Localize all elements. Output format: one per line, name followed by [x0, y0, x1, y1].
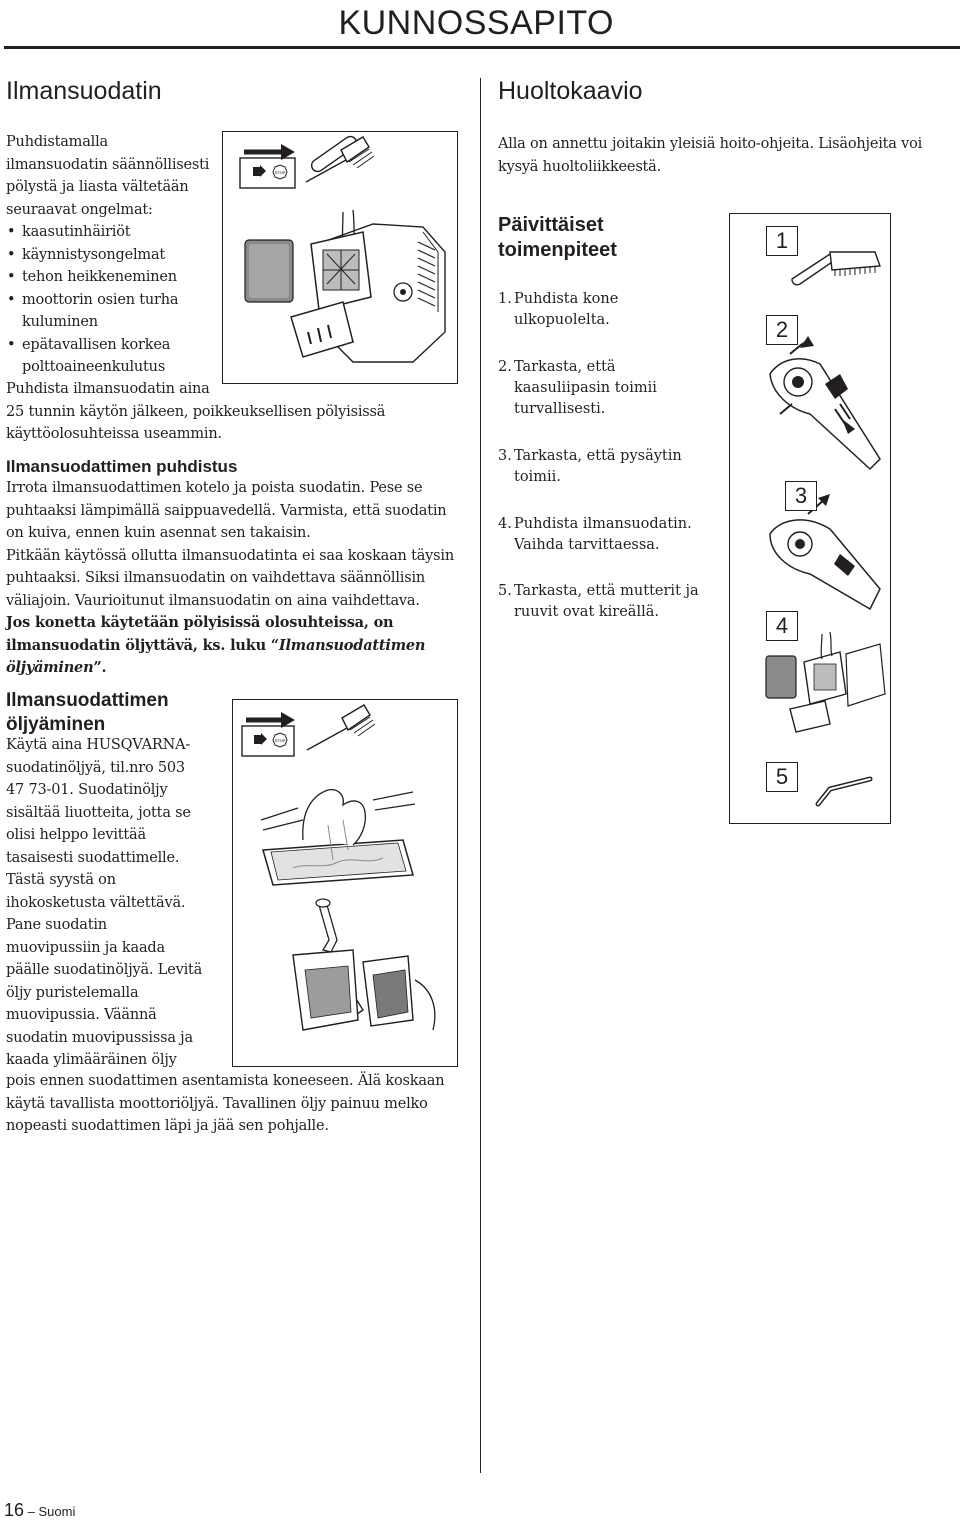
text-line: Pitkään käytössä ollutta ilmansuodatinta ei saa koskaan täysin [6, 547, 454, 564]
text-line: olisi helppo levittää [6, 827, 146, 843]
text-line: seuraavat ongelmat: [6, 201, 153, 218]
air-filter-illustration [223, 132, 457, 383]
oljyaminen-text-wide [6, 1070, 476, 1138]
svg-text:STOP: STOP [274, 170, 286, 175]
list-item: • kaasutinhäiriöt [6, 221, 221, 244]
throttle-trigger-icon [770, 336, 880, 469]
text-line: 25 tunnin käytön jälkeen, poikkeuksellisen pölyisissä [6, 403, 386, 420]
ilmansuodatin-intro [6, 131, 221, 379]
text-line: ulkopuolelta. [514, 312, 610, 328]
panel-label-3: 3 [785, 481, 817, 511]
panel-label-1: 1 [766, 226, 798, 256]
text-line: pölystä ja liasta vältetään [6, 179, 189, 195]
section-heading-oljyaminen [6, 689, 169, 737]
text-line: käytä tavallista moottoriöljyä. Tavallinen öljy painuu melko [6, 1095, 428, 1112]
text-line: turvallisesti. [514, 401, 606, 417]
plastic-bag [293, 950, 435, 1030]
air-filter-icon [766, 632, 885, 732]
text-line: tasaisesti suodattimelle. [6, 849, 180, 866]
text-line: ruuvit ovat kireällä. [514, 604, 659, 620]
panel-label-2: 2 [766, 315, 798, 345]
stop-switch-icon [770, 494, 880, 609]
text-line: suodatin muovipussissa ja [6, 1029, 193, 1046]
list-item: • moottorin osien turha kuluminen [6, 289, 221, 334]
text-line: päälle suodatinöljyä. Levitä [6, 962, 203, 978]
maintenance-illustration [730, 214, 890, 823]
text-line: Tästä syystä on [6, 872, 116, 888]
maintenance-step-5 [498, 581, 708, 623]
brush-icon [792, 252, 880, 285]
text-line: Puhdista ilmansuodatin aina [6, 381, 210, 397]
problem-list [6, 221, 221, 379]
text-line: Pane suodatin [6, 917, 107, 933]
text-line: 5. Tarkasta, että mutterit ja [498, 583, 699, 599]
text-line: 4. Puhdista ilmansuodatin. [498, 516, 692, 532]
maintenance-step-3 [498, 446, 708, 488]
panel-label-5: 5 [766, 762, 798, 792]
text-line: ilmansuodatin öljyttävä, ks. luku “Ilmansuodattimen [6, 636, 426, 654]
footer-language: Suomi [38, 1504, 76, 1519]
maintenance-step-1 [498, 289, 708, 331]
text-line: Käytä aina HUSQVARNA- [6, 737, 191, 753]
text-line: käyttöolosuhteissa useammin. [6, 426, 222, 442]
filter-oiling-illustration [233, 700, 457, 1066]
text-line: 2. Tarkasta, että [498, 359, 616, 375]
text-line: öljy puristelemalla [6, 984, 139, 1001]
list-item: • epätavallisen korkea polttoaineenkulutus [6, 334, 221, 379]
section-heading-puhdistus: Ilmansuodattimen puhdistus [6, 457, 238, 476]
stop-icon [240, 144, 295, 188]
warning-text [6, 612, 476, 680]
text-line: sisältää liuotteita, jotta se [6, 804, 191, 821]
panel-label-4: 4 [766, 611, 798, 641]
brush-icon [306, 134, 374, 182]
page-header-title: KUNNOSSAPITO [338, 4, 614, 42]
text-line: 3. Tarkasta, että pysäytin [498, 448, 682, 464]
list-item: • käynnistysongelmat [6, 244, 221, 267]
text-line: 1. Puhdista kone [498, 291, 619, 307]
section-heading-paivittaiset [498, 213, 617, 263]
huoltokaavio-intro [498, 133, 958, 178]
page-footer [4, 1500, 75, 1521]
ilmansuodatin-after [6, 378, 466, 446]
text-line: Alla on annettu joitakin yleisiä hoito-ohjeita. Lisäohjeita voi [498, 136, 923, 152]
text-line: kysyä huoltoliikkeestä. [498, 158, 662, 175]
air-filter-figure [222, 131, 458, 384]
filter-element [245, 240, 293, 302]
text-line: pois ennen suodattimen asentamista koneeseen. Älä koskaan [6, 1073, 445, 1089]
text-line: muovipussiin ja kaada [6, 939, 165, 956]
header-rule [4, 46, 960, 49]
text-line: 47 73-01. Suodatinöljy [6, 782, 168, 798]
text-line: puhtaaksi lämpimällä saippuavedellä. Varmista, että suodatin [6, 502, 447, 519]
stop-icon [242, 712, 295, 756]
text-line: toimii. [514, 469, 561, 485]
svg-text:STOP: STOP [274, 738, 286, 743]
hex-key-icon [818, 779, 870, 804]
section-heading-huoltokaavio: Huoltokaavio [498, 77, 643, 105]
text-line: Irrota ilmansuodattimen kotelo ja poista suodatin. Pese se [6, 480, 423, 496]
maintenance-figure [729, 213, 891, 824]
text-line: puhtaaksi. Siksi ilmansuodatin on vaihdettava säännöllisin [6, 570, 426, 586]
text-line: kaasuliipasin toimii [514, 380, 657, 396]
column-divider [480, 78, 481, 1473]
text-line: suodatinöljyä, til.nro 503 [6, 759, 185, 776]
puhdistus-text [6, 477, 476, 680]
heading-line: toimenpiteet [498, 239, 617, 261]
text-line: öljyäminen”. [6, 659, 107, 676]
text-line: muovipussia. Väännä [6, 1007, 157, 1023]
text-line: väliajoin. Vaurioitunut ilmansuodatin on aina vaihdettava. [6, 592, 420, 609]
section-heading-ilmansuodatin: Ilmansuodatin [6, 77, 162, 105]
text-line: Vaihda tarvittaessa. [514, 537, 660, 553]
maintenance-step-2 [498, 357, 708, 420]
maintenance-step-4 [498, 514, 708, 556]
text-line: ilmansuodatin säännöllisesti [6, 156, 210, 173]
text-line: Jos konetta käytetään pölyisissä olosuhteissa, on [6, 614, 394, 631]
text-line: kaada ylimääräinen öljy [6, 1052, 177, 1068]
text-line: ihokosketusta vältettävä. [6, 894, 186, 911]
page-number: 16 [4, 1500, 25, 1520]
text-line: nopeasti suodattimen läpi ja jää sen pohjalle. [6, 1118, 329, 1134]
brush-icon [307, 705, 375, 750]
text-line: Puhdistamalla [6, 134, 108, 150]
heading-line: Ilmansuodattimen [6, 690, 169, 711]
footer-dash: – [27, 1504, 35, 1519]
oil-tray [263, 840, 413, 885]
text-line: on kuiva, ennen kuin asennat sen takaisin. [6, 525, 311, 541]
heading-line: Päivittäiset [498, 214, 604, 236]
oljyaminen-text [6, 734, 236, 1072]
filter-oiling-figure [232, 699, 458, 1067]
list-item: • tehon heikkeneminen [6, 266, 221, 289]
heading-line: öljyäminen [6, 714, 106, 735]
